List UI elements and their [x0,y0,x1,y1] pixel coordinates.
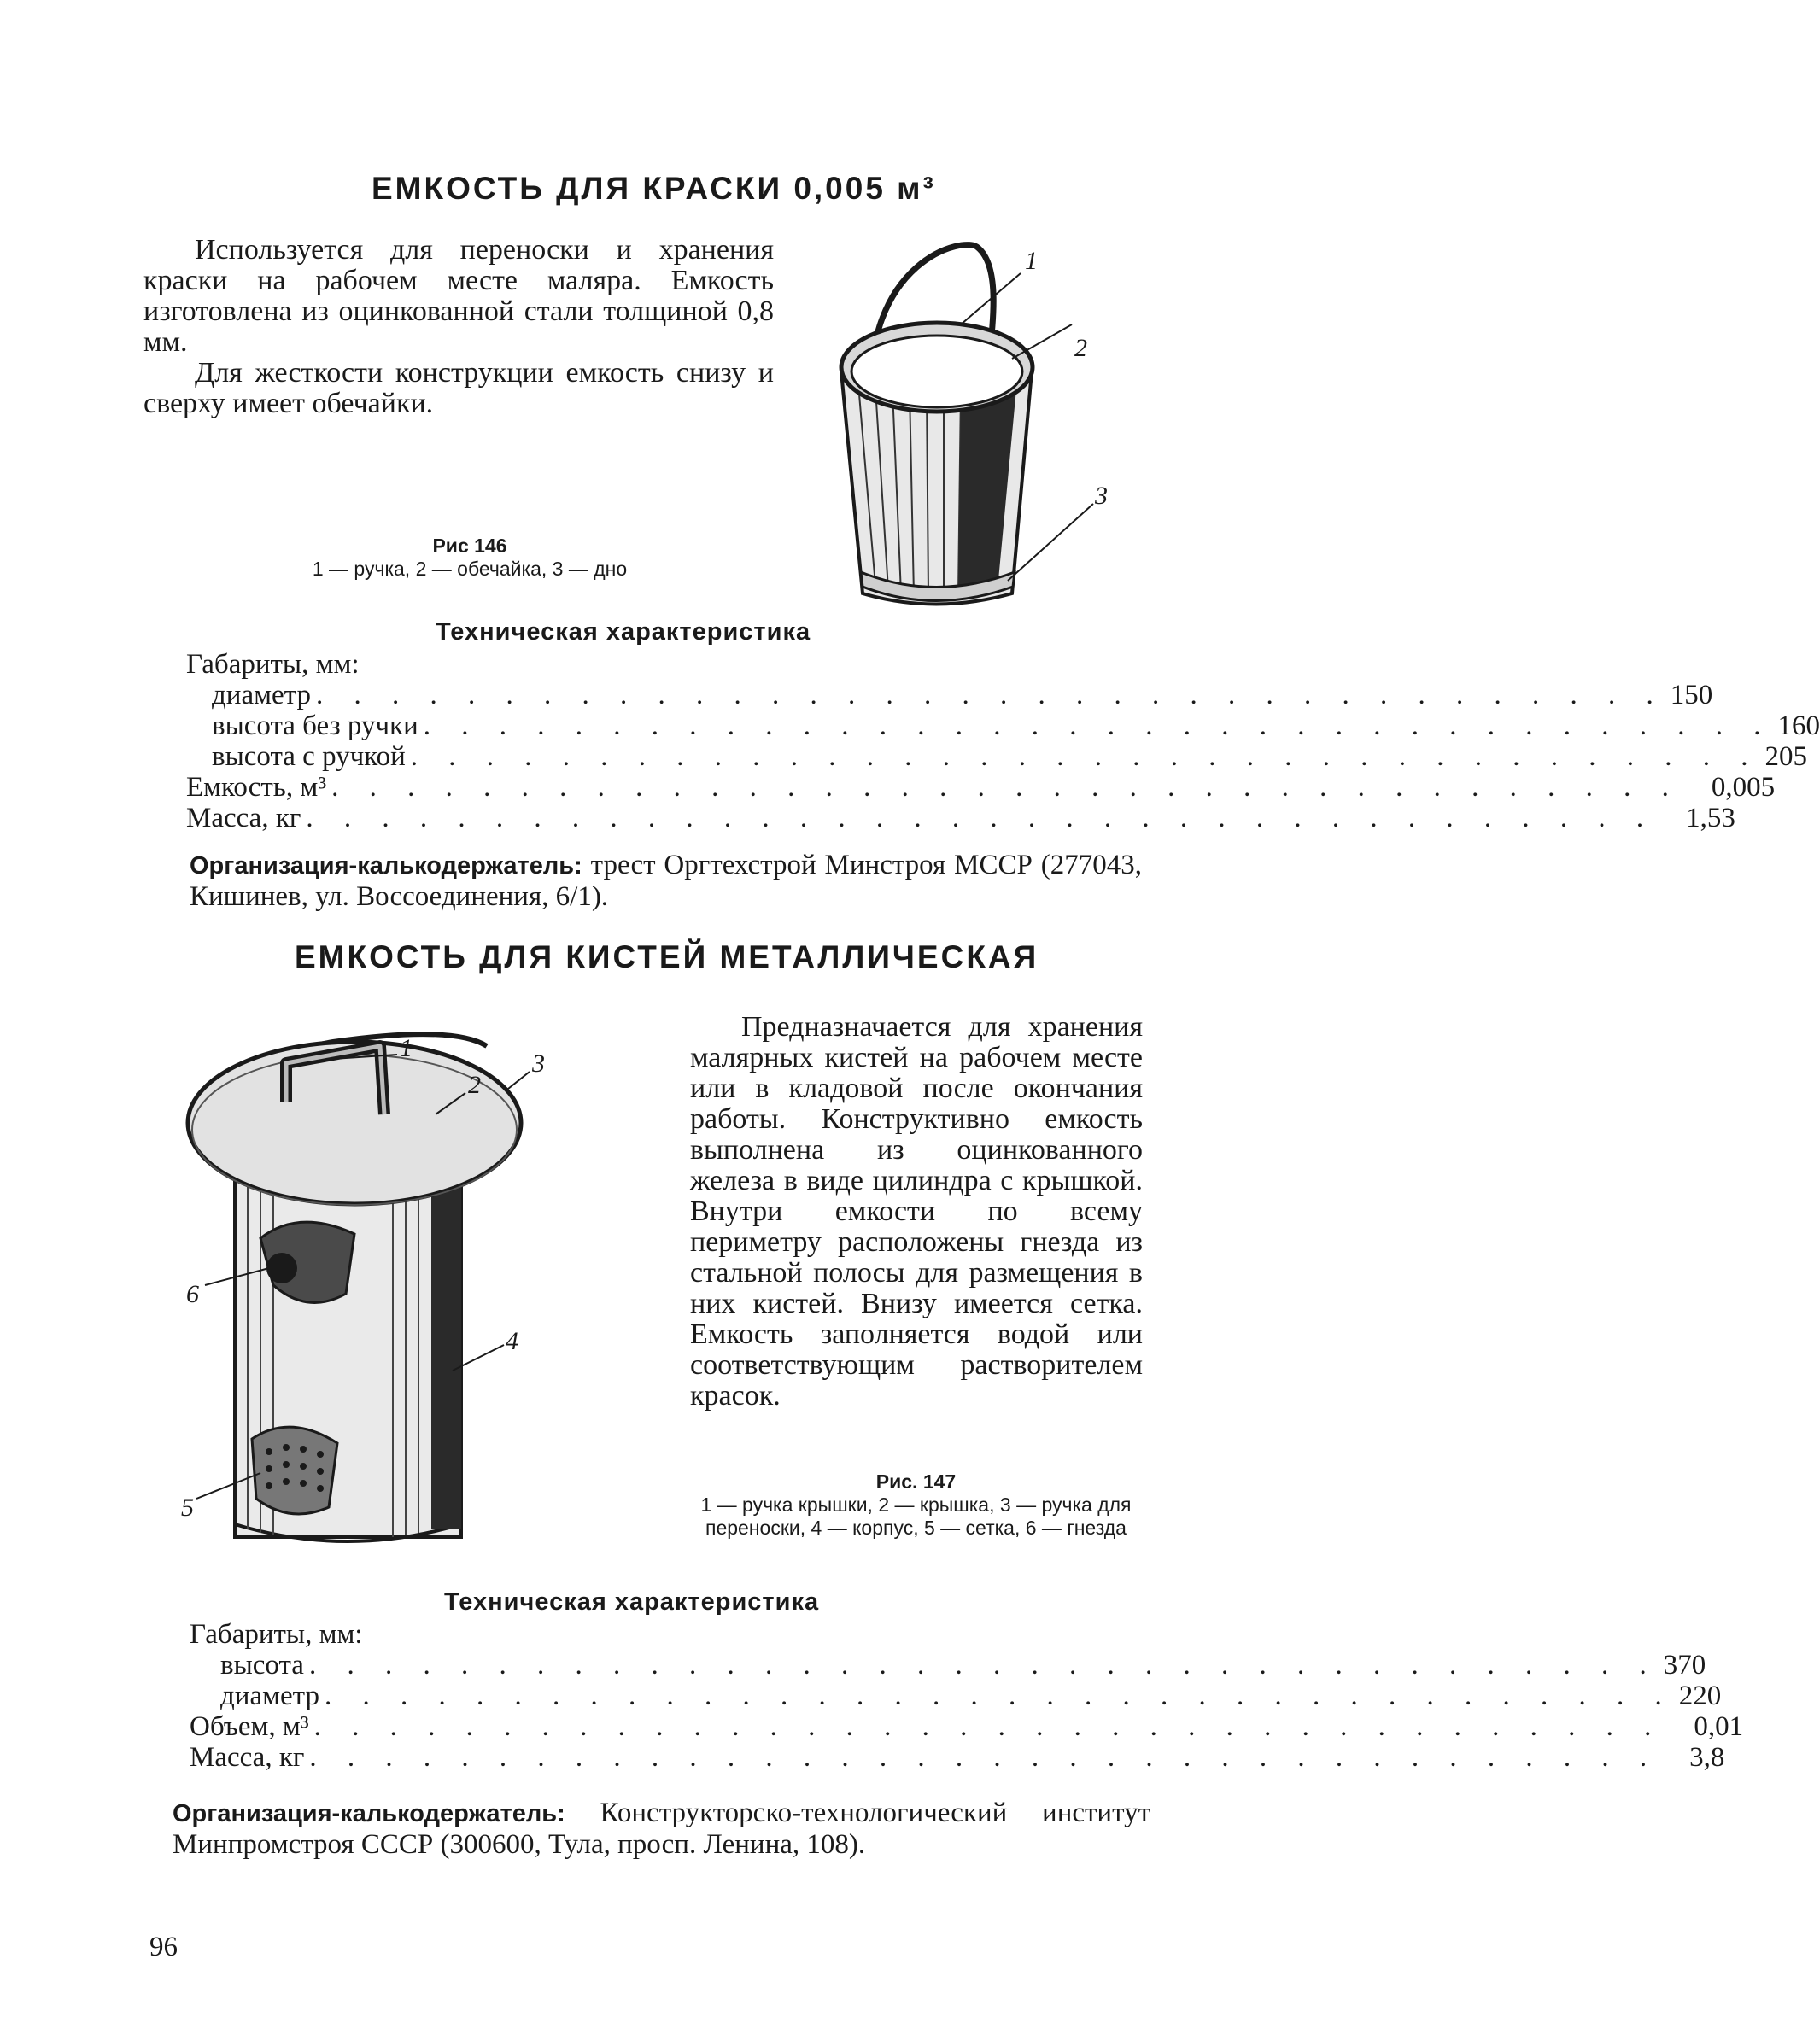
figure147-number: Рис. 147 [875,1470,957,1493]
spec-value: 0,005 [1711,772,1776,803]
spec-label: высота с ручкой [212,741,406,772]
figure146-caption [231,535,709,581]
paint-container-figure [811,226,1136,615]
callout-1: 1 [1025,247,1038,275]
spec-row: диаметр . . . . . . . . . . . . . . . . . . . . . . . . . . . . . . . . . . . . 150 [212,680,1713,710]
spec-row: Емкость, м³ . . . . . . . . . . . . . . . . . . . . . . . . . . . . . . . . . . . . 0,005 [186,772,1776,803]
figure147-caption [679,1470,1153,1540]
callout-3: 3 [532,1049,545,1078]
spec-group-label: Габариты, мм: [186,649,360,680]
figure146-number: Рис 146 [432,535,507,557]
figure146-legend: 1 — ручка, 2 — обечайка, 3 — дно [312,558,628,580]
spec-value: 0,01 [1694,1711,1744,1742]
spec-label: Масса, кг [190,1742,305,1773]
spec-value: 150 [1670,680,1713,710]
section1-spec-heading: Техническая характеристика [436,618,811,646]
callout-2: 2 [468,1071,481,1099]
callout-2: 2 [1074,334,1087,362]
figure147-legend: 1 — ручка крышки, 2 — крышка, 3 — ручка для переноски, 4 — корпус, 5 — сетка, 6 — гнезда [700,1494,1132,1539]
spec-row: высота без ручки . . . . . . . . . . . . . . . . . . . . . . . . . . . . . . . . . . . . 160 [212,710,1820,741]
holder-text: Конструкторско-технологический институт Минпромстроя СССР (300600, Тула, просп. Ленина, 108). [173,1798,1151,1860]
section2-holder [173,1798,1150,1860]
spec-row: диаметр . . . . . . . . . . . . . . . . . . . . . . . . . . . . . . . . . . . . 220 [220,1681,1722,1711]
spec-label: высота [220,1650,304,1681]
spec-value: 160 [1777,710,1820,741]
section2-spec-heading: Техническая характеристика [444,1588,820,1616]
section1-description-p2: Для жесткости конструкции емкость снизу и сверху имеет обечайки. [143,357,774,419]
spec-value: 205 [1764,741,1808,772]
holder-label: Организация-калькодержатель: [190,852,582,880]
spec-row: высота . . . . . . . . . . . . . . . . . . . . . . . . . . . . . . . . . . . . 370 [220,1650,1706,1681]
section2-description-p1: Предназначается для хранения малярных кистей на рабочем месте или в кладовой после окончания работы. Конструктивно емкость выполнена из оцинкованного железа в виде цилиндра с крышкой. Внутри емкости по всему периметру расположены гнезда из стальной полосы для размещения в них кистей. Внизу имеется сетка. Емкость заполняется водой или соответствующим растворителем красок. [690,1011,1143,1412]
section1-description-p1: Используется для переноски и хранения краски на рабочем месте маляра. Емкость изготовлена из оцинкованной стали толщиной 0,8 мм. [143,234,774,358]
section1-description [143,235,774,419]
spec-value: 370 [1663,1650,1706,1681]
spec-row: высота с ручкой . . . . . . . . . . . . . . . . . . . . . . . . . . . . . . . . . . . . 205 [212,741,1808,772]
spec-value: 220 [1678,1681,1722,1711]
spec-label: высота без ручки [212,710,418,741]
spec-group-label: Габариты, мм: [190,1619,363,1650]
spec-label: Масса, кг [186,803,301,833]
page-number: 96 [149,1932,178,1962]
spec-label: Объем, м³ [190,1711,309,1742]
section2-spec-table [190,1619,1744,1773]
holder-text: трест Оргтехстрой Минстроя МССР (277043, Кишинев, ул. Воссоединения, 6/1). [190,850,1143,912]
holder-label: Организация-калькодержатель: [173,1800,565,1827]
section1-title: ЕМКОСТЬ ДЛЯ КРАСКИ 0,005 м³ [372,171,936,206]
section1-holder [190,850,1142,912]
spec-value: 1,53 [1686,803,1735,833]
callout-1: 1 [400,1034,413,1062]
callout-3: 3 [1095,482,1108,510]
section2-title: ЕМКОСТЬ ДЛЯ КИСТЕЙ МЕТАЛЛИЧЕСКАЯ [295,939,1039,974]
section1-spec-table [186,649,1820,833]
callout-4: 4 [506,1327,518,1355]
spec-row: Масса, кг . . . . . . . . . . . . . . . . . . . . . . . . . . . . . . . . . . . . 1,53 [186,803,1735,833]
spec-row: Масса, кг . . . . . . . . . . . . . . . . . . . . . . . . . . . . . . . . . . . . 3,8 [190,1742,1725,1773]
spec-label: диаметр [220,1681,319,1711]
spec-label: диаметр [212,680,311,710]
callout-5: 5 [181,1494,194,1522]
spec-value: 3,8 [1689,1742,1725,1773]
spec-row: Объем, м³ . . . . . . . . . . . . . . . . . . . . . . . . . . . . . . . . . . . . 0,01 [190,1711,1744,1742]
spec-label: Емкость, м³ [186,772,327,803]
section2-description [690,1012,1143,1412]
brush-container-figure [179,1012,564,1567]
callout-6: 6 [186,1280,199,1308]
